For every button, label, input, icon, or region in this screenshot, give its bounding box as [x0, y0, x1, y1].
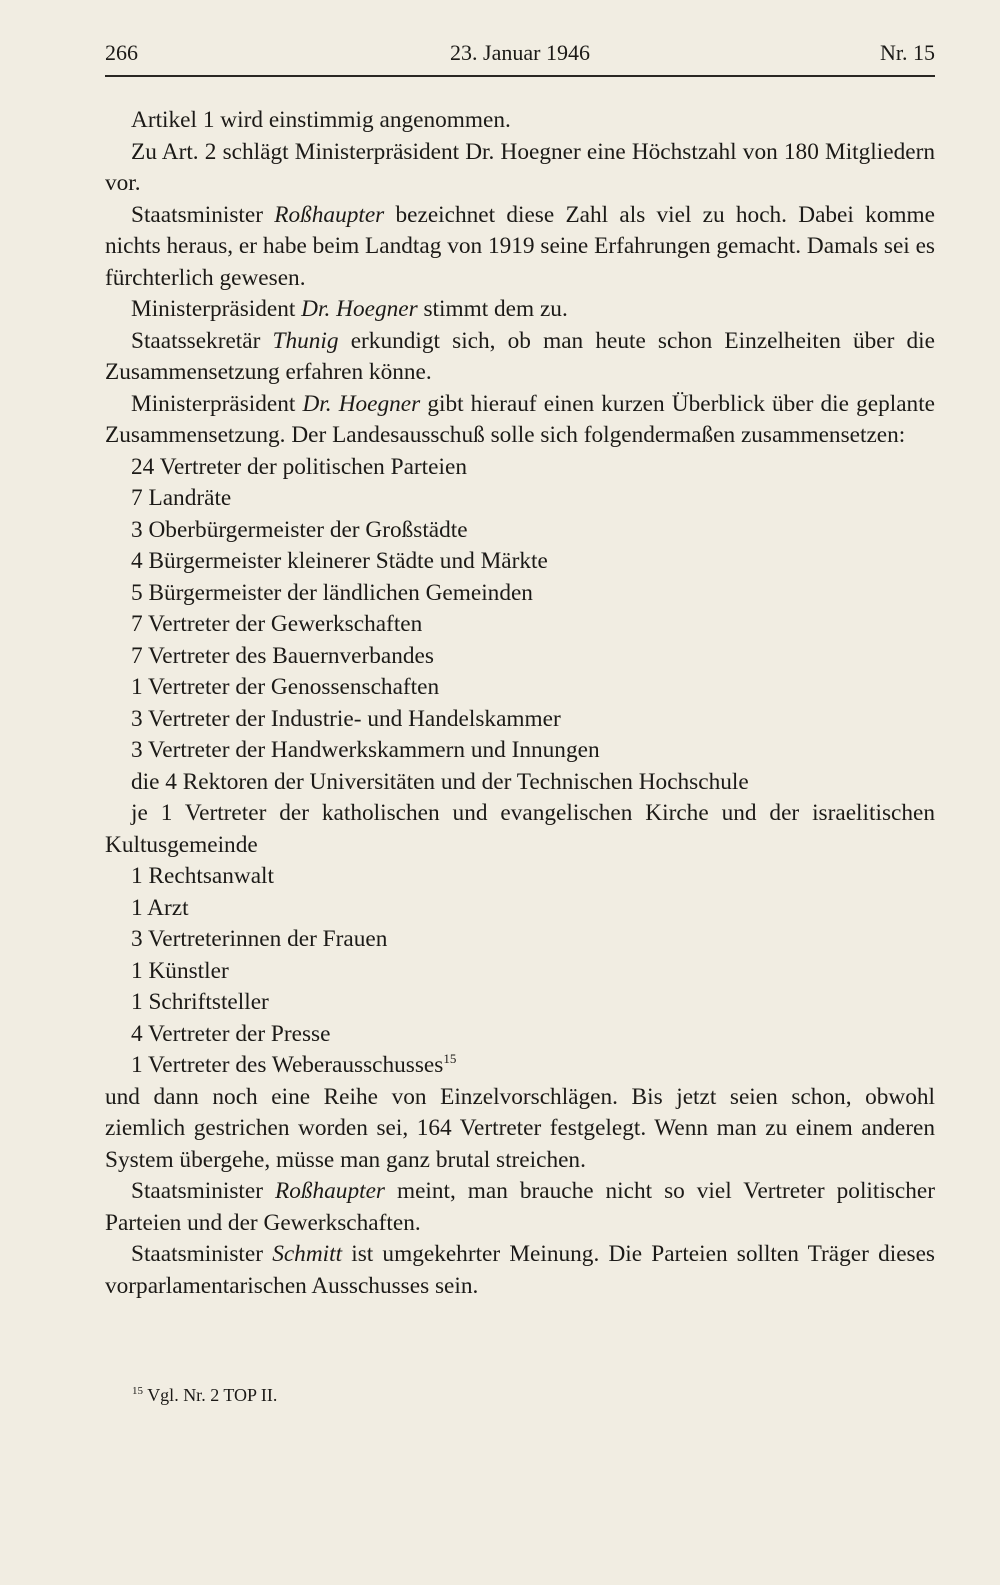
- header-rule: [105, 75, 935, 77]
- list-item: 4 Bürgermeister kleinerer Städte und Märkte: [131, 548, 548, 574]
- speaker-title: Staatsminister: [131, 1241, 273, 1267]
- speaker-title: Staatsminister: [131, 1178, 275, 1204]
- paragraph: [105, 294, 935, 326]
- composition-list: [105, 452, 935, 1082]
- speaker-name: Roßhaupter: [274, 201, 385, 228]
- footnote-marker: 15: [132, 1385, 143, 1397]
- paragraph: und dann noch eine Reihe von Einzelvorschlägen. Bis jetzt seien schon, obwohl ziemlich gestrichen worden sei, 164 Vertreter festgelegt. Wenn man zu einem anderen System übergehe, müsse man ganz brutal streichen.: [105, 1083, 935, 1173]
- list-item: 7 Vertreter des Bauernverbandes: [131, 642, 434, 669]
- header-date: 23. Januar 1946: [450, 40, 590, 65]
- paragraph: Artikel 1 wird einstimmig angenommen.: [131, 107, 511, 133]
- speaker-title: Ministerpräsident: [131, 390, 303, 417]
- paragraph-text: erkundigt sich, ob man heute schon Einzelheiten über die Zusammensetzung erfahren könne.: [105, 327, 935, 385]
- paragraph: Zu Art. 2 schlägt Ministerpräsident Dr. Hoegner eine Höchstzahl von 180 Mitgliedern vor.: [105, 138, 935, 196]
- speaker-name: Thunig: [272, 327, 339, 354]
- speaker-title: Staatssekretär: [131, 327, 273, 354]
- paragraph-text: bezeichnet diese Zahl als viel zu hoch. Dabei komme nichts heraus, er habe beim Landtag von 1919 seine Erfahrungen gemacht. Damals sei es fürchterlich gewesen.: [105, 201, 935, 291]
- paragraph: [105, 1239, 935, 1302]
- footnote-text: Vgl. Nr. 2 TOP II.: [147, 1385, 278, 1405]
- list-item: 4 Vertreter der Presse: [131, 1020, 331, 1047]
- list-item: [105, 1050, 935, 1082]
- page-number: 266: [105, 40, 138, 65]
- footnote-reference[interactable]: 15: [443, 1051, 457, 1066]
- running-header: [105, 40, 935, 76]
- paragraph: [105, 389, 935, 452]
- paragraph: [105, 326, 935, 389]
- list-item: 1 Vertreter der Genossenschaften: [131, 674, 440, 700]
- speaker-name: Dr. Hoegner: [301, 296, 418, 322]
- document-number: Nr. 15: [880, 40, 935, 65]
- footnote: [132, 1383, 277, 1407]
- list-item: 3 Oberbürgermeister der Großstädte: [131, 516, 468, 543]
- list-item: 7 Vertreter der Gewerkschaften: [131, 611, 423, 637]
- list-item: je 1 Vertreter der katholischen und evangelischen Kirche und der israelitischen Kultusgemeinde: [105, 800, 935, 858]
- list-item: 1 Arzt: [131, 894, 189, 921]
- speaker-name: Dr. Hoegner: [302, 390, 421, 417]
- list-item: 1 Künstler: [131, 957, 229, 984]
- paragraph-text: stimmt dem zu.: [417, 296, 568, 322]
- speaker-title: Ministerpräsident: [131, 296, 302, 322]
- list-item: 3 Vertreter der Industrie- und Handelskammer: [131, 705, 561, 732]
- list-item: 7 Landräte: [131, 485, 232, 511]
- list-item-text: 1 Vertreter des Weberausschusses: [131, 1052, 444, 1078]
- body-text: [105, 105, 935, 1302]
- paragraph-text: ist umgekehrter Meinung. Die Parteien sollten Träger dieses vorparlamentarischen Ausschusses sein.: [105, 1241, 936, 1299]
- list-item: 5 Bürgermeister der ländlichen Gemeinden: [131, 579, 533, 606]
- speaker-name: Schmitt: [272, 1241, 343, 1267]
- paragraph-text: meint, man brauche nicht so viel Vertreter politischer Parteien und der Gewerkschaften.: [105, 1178, 935, 1236]
- speaker-name: Roßhaupter: [274, 1178, 385, 1204]
- speaker-title: Staatsminister: [131, 201, 275, 228]
- paragraph: [105, 1176, 935, 1239]
- list-item: die 4 Rektoren der Universitäten und der Technischen Hochschule: [131, 768, 749, 795]
- list-item: 1 Rechtsanwalt: [131, 863, 274, 889]
- list-item: 3 Vertreterinnen der Frauen: [131, 926, 388, 952]
- paragraph-text: gibt hierauf einen kurzen Überblick über die geplante Zusammensetzung. Der Landesausschuß solle sich folgendermaßen zusammensetzen:: [105, 390, 936, 448]
- paragraph: [105, 200, 935, 295]
- list-item: 1 Schriftsteller: [131, 989, 269, 1015]
- list-item: 24 Vertreter der politischen Parteien: [131, 453, 467, 480]
- list-item: 3 Vertreter der Handwerkskammern und Innungen: [131, 737, 600, 763]
